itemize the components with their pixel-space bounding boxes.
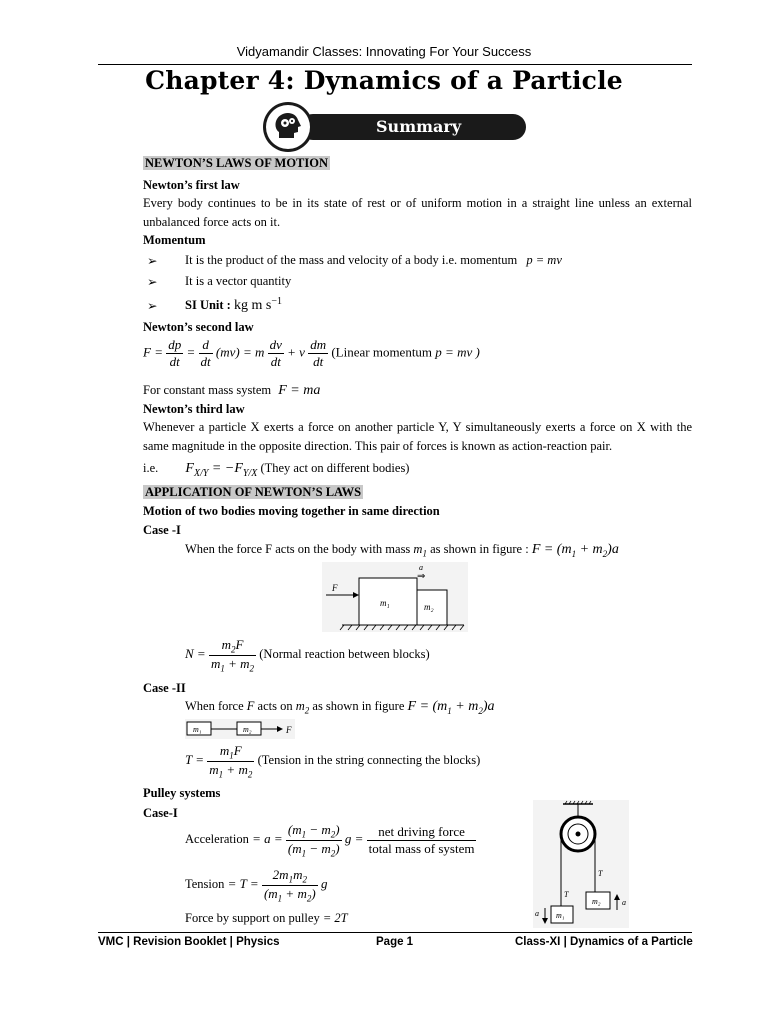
svg-text:m₁: m₁	[380, 598, 390, 608]
blocks-string-figure	[185, 719, 295, 739]
si-unit-exponent: −1	[271, 296, 282, 307]
svg-text:a: a	[622, 898, 626, 907]
third-law-note: (They act on different bodies)	[260, 461, 410, 475]
momentum-bullet-1: It is the product of the mass and velocity of a body i.e. momentum	[185, 253, 518, 267]
case2-text: When force	[185, 699, 244, 713]
bullet-arrow-icon: ➢	[147, 299, 158, 313]
third-law-text: Whenever a particle X exerts a force on another particle Y, Y simultaneously exerts a force on X with the same magnitude in the opposite direction. This pair of forces is known as action-reaction pair.	[143, 420, 692, 453]
second-law-title: Newton’s second law	[143, 320, 254, 334]
svg-text:a: a	[535, 909, 539, 918]
svg-text:m₂: m₂	[424, 602, 434, 612]
two-blocks-figure	[322, 562, 468, 632]
section-heading-application: APPLICATION OF NEWTON’S LAWS	[145, 485, 362, 499]
linear-momentum-note: (Linear momentum	[331, 344, 433, 360]
pulley-systems-title: Pulley systems	[143, 786, 221, 800]
svg-text:m₁: m₁	[193, 725, 202, 734]
svg-text:m₂: m₂	[243, 725, 252, 734]
first-law-title: Newton’s first law	[143, 178, 240, 192]
momentum-equation: p = mv	[526, 253, 562, 267]
svg-text:m₂: m₂	[592, 897, 601, 906]
support-force-equation: = 2T	[322, 911, 348, 925]
tension-note: (Tension in the string connecting the blocks)	[257, 753, 481, 768]
si-unit-label: SI Unit :	[185, 298, 231, 313]
normal-reaction-note: (Normal reaction between blocks)	[259, 647, 430, 662]
svg-text:T: T	[564, 890, 569, 899]
constant-mass-label: For constant mass system	[143, 383, 272, 397]
third-law-title: Newton’s third law	[143, 402, 245, 416]
case2-title: Case -II	[143, 681, 186, 695]
svg-text:m₁: m₁	[556, 911, 565, 920]
chapter-title: Chapter 4: Dynamics of a Particle	[145, 66, 623, 95]
pulley-figure	[533, 800, 629, 928]
svg-text:F: F	[332, 583, 338, 593]
bullet-arrow-icon: ➢	[147, 275, 158, 289]
case1-text: When the force F acts on the body with mass	[185, 542, 411, 556]
pulley-case1-title: Case-I	[143, 806, 178, 820]
third-law-equation: $F_{X/Y} = -F_{Y/X}$	[185, 461, 258, 479]
head-gears-icon	[263, 102, 313, 152]
summary-banner	[300, 114, 526, 140]
net-driving-force: net driving force	[367, 824, 477, 841]
momentum-title: Momentum	[143, 233, 206, 247]
acceleration-label: Acceleration	[185, 832, 249, 847]
two-bodies-title: Motion of two bodies moving together in same direction	[143, 504, 440, 518]
header-rule	[98, 64, 692, 65]
tension-label: Tension	[185, 877, 225, 892]
svg-text:T: T	[598, 869, 603, 878]
momentum-bullet-2: It is a vector quantity	[185, 274, 292, 288]
total-mass: total mass of system	[368, 840, 475, 856]
footer-right: Class-XI | Dynamics of a Particle	[515, 936, 693, 948]
footer-left: VMC | Revision Booklet | Physics	[98, 936, 280, 948]
svg-text:F: F	[286, 725, 292, 735]
summary-label: Summary	[376, 117, 462, 136]
page-header: Vidyamandir Classes: Innovating For Your Success	[236, 44, 532, 59]
case1-title: Case -I	[143, 523, 181, 537]
bullet-arrow-icon: ➢	[147, 254, 158, 268]
ie-label: i.e.	[143, 461, 159, 475]
section-heading-newtons-laws: NEWTON’S LAWS OF MOTION	[145, 156, 329, 170]
svg-text:⇒: ⇒	[417, 571, 426, 582]
first-law-text: Every body continues to be in its state of rest or of uniform motion in a straight line unless an external unbalanced force acts on it.	[143, 196, 692, 229]
footer-rule	[98, 932, 692, 933]
si-unit-value: kg m s	[233, 298, 272, 314]
second-law-equation: F = $\frac{dp}{dt}$ = $\frac{d}{dt}$ (mv) = m $\frac{dv}{dt}$ + v $\frac{dm}{dt}$ (Linear momentum p = mv )	[143, 337, 480, 369]
support-force-label: Force by support on pulley	[185, 911, 320, 925]
constant-mass-equation: F = ma	[278, 383, 321, 398]
svg-text:a: a	[419, 563, 423, 572]
footer-page-number: Page 1	[376, 936, 414, 948]
